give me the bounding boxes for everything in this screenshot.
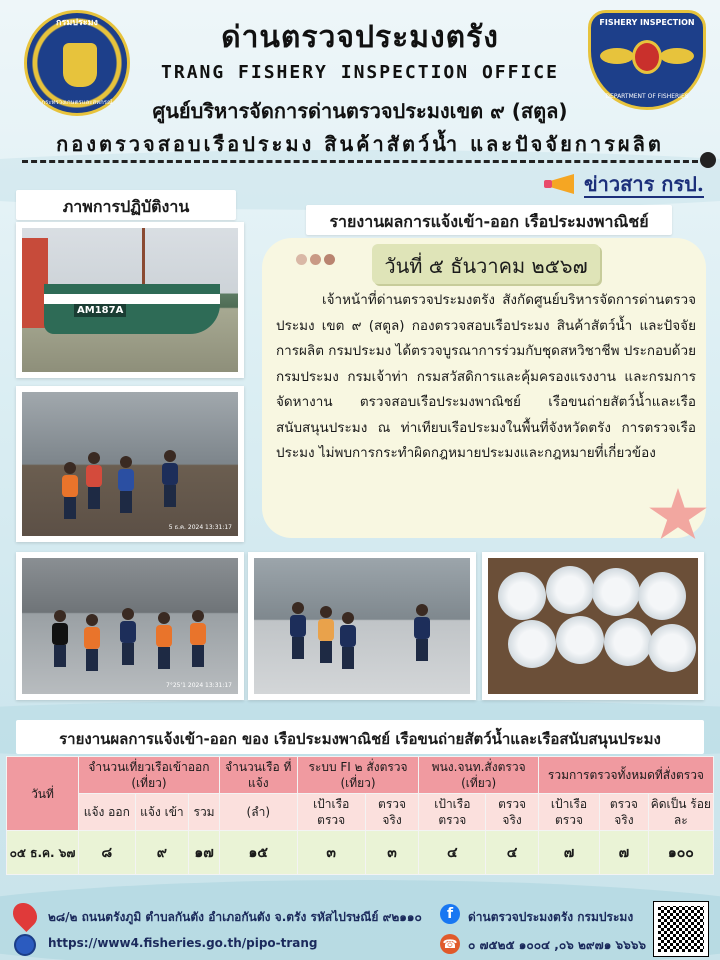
photo-pier-inspection [16,386,244,542]
facebook-icon: f [440,904,460,924]
footer-facebook-link[interactable]: ด่านตรวจประมงตรัง กรมประมง [468,910,634,924]
operations-section-label: ภาพการปฏิบัติงาน [16,190,236,220]
sub-header-total-actual: ตรวจ จริง [600,794,649,831]
megaphone-icon [540,170,580,198]
location-pin-icon [8,898,42,932]
badge-top-text: FISHERY INSPECTION [599,18,695,27]
footer [0,898,720,960]
globe-icon [14,934,36,956]
anchor-emblem-icon [632,40,662,74]
header-divider [22,160,698,163]
wing-icon [660,48,694,64]
report-section-label: รายงานผลการแจ้งเข้า-ออก เรือประมงพาณิชย์ [306,205,672,235]
news-underline [584,196,704,198]
phone-icon: ☎ [440,934,460,954]
header-date: วันที่ [7,757,79,831]
photo-team-briefing [16,552,244,700]
table-title: รายงานผลการแจ้งเข้า-ออก ของ เรือประมงพาณิชย์ เรือขนถ่ายสัตว์น้ำและเรือสนับสนุนประมง [16,720,704,754]
boat-name-plate: AM187A [74,304,126,317]
sub-header-total-target: เป้าเรือ ตรวจ [538,794,599,831]
cell-in: ๙ [135,831,189,875]
sub-header-fi-actual: ตรวจ จริง [365,794,419,831]
sub-header-sum: รวม [189,794,220,831]
photo-timestamp: 7°25'1 2024 13:31:17 [166,682,232,690]
page-subtitle-division: กองตรวจสอบเรือประมง สินค้าสัตว์น้ำ และปัจจัยการผลิต [56,132,664,156]
footer-address: ๒๘/๒ ถนนตรังภูมิ ตำบลกันตัง อำเภอกันตัง จ.ตรัง รหัสไปรษณีย์ ๙๒๑๑๐ [48,910,422,924]
fishing-boat [44,284,220,334]
sub-header-fi-target: เป้าเรือ ตรวจ [297,794,365,831]
sub-header-pnc-actual: ตรวจ จริง [486,794,539,831]
seal-emblem-icon [63,43,97,87]
header-total: รวมการตรวจทั้งหมดที่สั่งตรวจ [538,757,713,794]
news-label: ข่าวสาร กรป. [584,172,704,196]
cell-boats: ๑๕ [219,831,297,875]
cell-pnc-actual: ๔ [486,831,539,875]
news-banner [540,168,710,200]
page-title: ด่านตรวจประมงตรัง [221,20,499,55]
badge-bottom-text: DEPARTMENT OF FISHERIES [605,93,689,100]
header-fi: ระบบ FI ๒ สั่งตรวจ (เที่ยว) [297,757,419,794]
sub-header-percent: คิดเป็น ร้อยละ [648,794,713,831]
qr-code[interactable] [654,902,708,956]
seal-left-title: กรมประมง [56,18,98,28]
footer-phone: ๐ ๗๕๒๕ ๑๐๐๔ ,๐๖ ๒๙๗๑ ๖๖๖๖ [468,938,646,952]
photo-fishing-boat [16,222,244,378]
report-date: วันที่ ๕ ธันวาคม ๒๕๖๗ [372,244,600,284]
cell-sum: ๑๗ [189,831,220,875]
table-row [7,831,714,875]
cell-total-actual: ๗ [600,831,649,875]
report-body: เจ้าหน้าที่ด่านตรวจประมงตรัง สังกัดศูนย์บริหารจัดการด่านตรวจประมง เขต ๙ (สตูล) กองตรวจสอบเรือประมง สินค้าสัตว์น้ำ และปัจจัยการผลิต กรมประมง ได้ตรวจบูรณาการร่วมกับชุดสหวิชาชีพ ประกอบด้วย กรมประมง กรมเจ้าท่า กรมสวัสดิการและคุ้มครองแรงงาน และกรมการจัดหางาน ตรวจสอบเรือประมงพาณิชย์ เรือขนถ่ายสัตว์น้ำและเรือสนับสนุนประมง ณ ท่าเทียบเรือประมงในพื้นที่จังหวัดตรัง การตรวจเรือประมง ไม่พบการกระทำผิดกฎหมายประมงและกฎหมายที่เกี่ยวข้อง [276,292,696,461]
photo-ice-hold [482,552,704,700]
sub-header-in: แจ้ง เข้า [135,794,189,831]
header-boats: จำนวนเรือ ที่แจ้ง [219,757,297,794]
divider-end-icon [700,152,716,168]
wing-icon [600,48,634,64]
seal-left-subtitle: กระทรวงเกษตรและสหกรณ์ [41,99,113,106]
photo-timestamp: 5 ธ.ค. 2024 13:31:17 [168,524,232,532]
cell-pnc-target: ๔ [419,831,486,875]
sub-header-out: แจ้ง ออก [79,794,136,831]
inspection-report-table [6,756,714,875]
page-subtitle-center: ศูนย์บริหารจัดการด่านตรวจประมงเขต ๙ (สตูล) [152,99,568,123]
cell-fi-actual: ๓ [365,831,419,875]
page-title-english: TRANG FISHERY INSPECTION OFFICE [161,62,559,83]
cell-fi-target: ๓ [297,831,365,875]
sub-header-pnc-target: เป้าเรือ ตรวจ [419,794,486,831]
photo-officers-meeting [248,552,476,700]
header-pnc: พนง.จนท.สั่งตรวจ (เที่ยว) [419,757,539,794]
sub-header-unit: (ลำ) [219,794,297,831]
footer-website-link[interactable]: https://www4.fisheries.go.th/pipo-trang [48,936,318,950]
cell-date: ๐๕ ธ.ค. ๖๗ [7,831,79,875]
cell-total-target: ๗ [538,831,599,875]
header-trips: จำนวนเที่ยวเรือเข้าออก (เที่ยว) [79,757,220,794]
cell-out: ๘ [79,831,136,875]
decorative-dots [296,250,338,269]
cell-percent: ๑๐๐ [648,831,713,875]
